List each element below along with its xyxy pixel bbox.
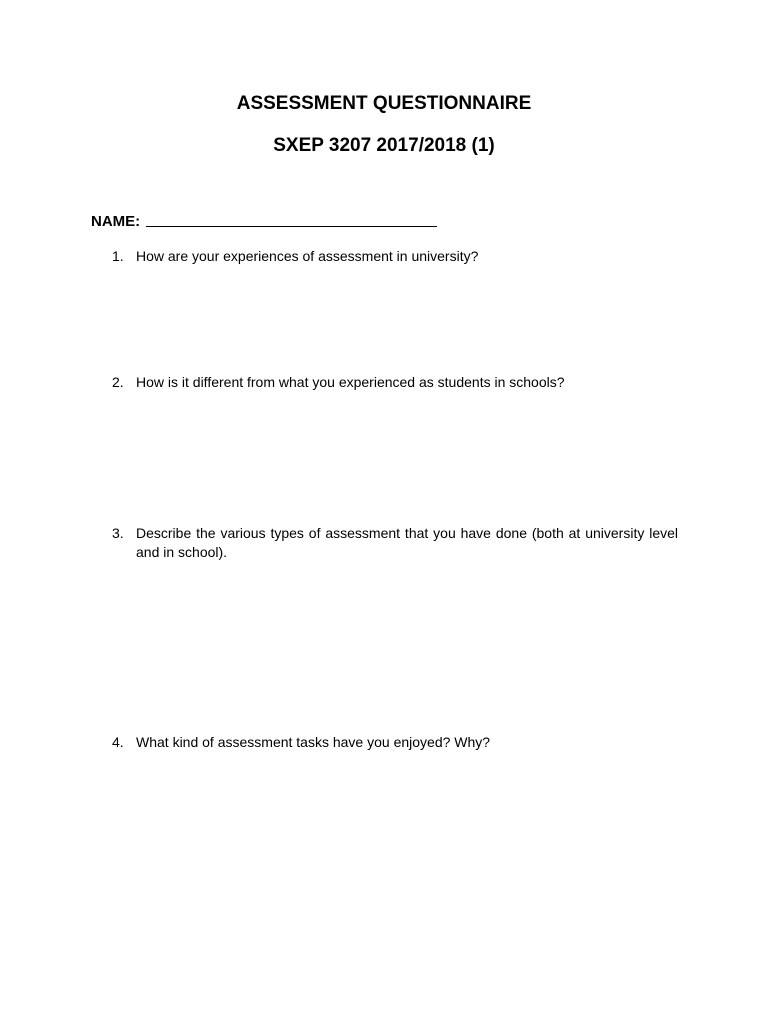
question-item	[112, 247, 678, 266]
name-blank-line[interactable]	[146, 212, 437, 227]
question-text: Describe the various types of assessment that you have done (both at university level and in school).	[136, 525, 678, 560]
question-number: 4.	[112, 734, 124, 750]
name-label: NAME:	[91, 213, 141, 230]
question-text: How are your experiences of assessment in university?	[136, 248, 479, 264]
document-title: ASSESSMENT QUESTIONNAIRE	[236, 93, 532, 114]
question-item	[112, 524, 678, 562]
question-text: How is it different from what you experienced as students in schools?	[136, 374, 565, 390]
question-number: 1.	[112, 248, 124, 264]
question-item	[112, 373, 678, 392]
name-field-row	[91, 212, 437, 230]
course-code-heading: SXEP 3207 2017/2018 (1)	[273, 135, 495, 156]
question-number: 3.	[112, 525, 124, 541]
question-number: 2.	[112, 374, 124, 390]
question-text: What kind of assessment tasks have you enjoyed? Why?	[136, 734, 491, 750]
question-item	[112, 733, 678, 752]
